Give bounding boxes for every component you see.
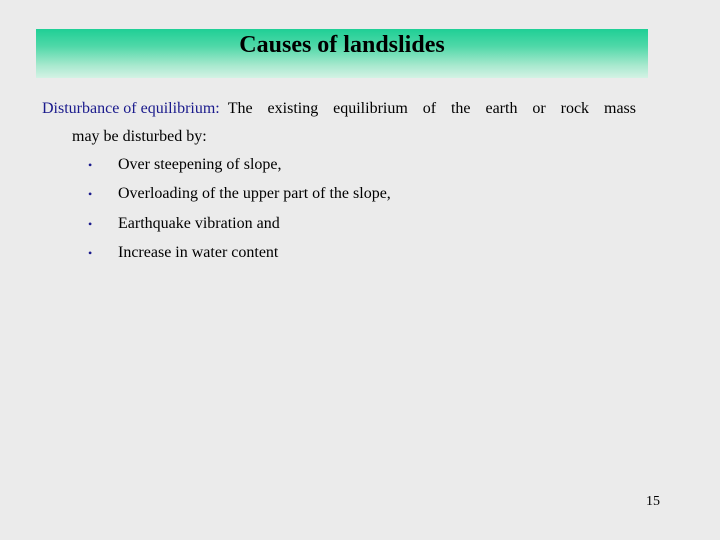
body-paragraph	[42, 95, 636, 151]
bullet-icon: •	[88, 187, 93, 202]
bullet-item	[88, 209, 391, 239]
paragraph-line-2: may be disturbed by:	[72, 128, 207, 145]
bullet-text: Overloading of the upper part of the slope,	[118, 185, 391, 203]
bullet-icon: •	[88, 157, 93, 172]
paragraph-text: The existing equilibrium of the earth or rock mass	[227, 100, 636, 117]
bullet-item	[88, 150, 391, 180]
bullet-icon: •	[88, 216, 93, 231]
page-number: 15	[646, 494, 660, 509]
bullet-text: Earthquake vibration and	[118, 214, 280, 232]
bullet-item	[88, 180, 391, 210]
bullet-icon: •	[88, 246, 93, 261]
slide-title: Causes of landslides	[239, 32, 445, 58]
lead-label: Disturbance of equilibrium:	[42, 100, 220, 117]
bullet-text: Over steepening of slope,	[118, 155, 282, 173]
bullet-list	[88, 150, 391, 268]
title-bar	[36, 29, 648, 78]
bullet-item	[88, 239, 391, 269]
paragraph-line-1	[42, 95, 636, 123]
bullet-text: Increase in water content	[118, 244, 279, 262]
